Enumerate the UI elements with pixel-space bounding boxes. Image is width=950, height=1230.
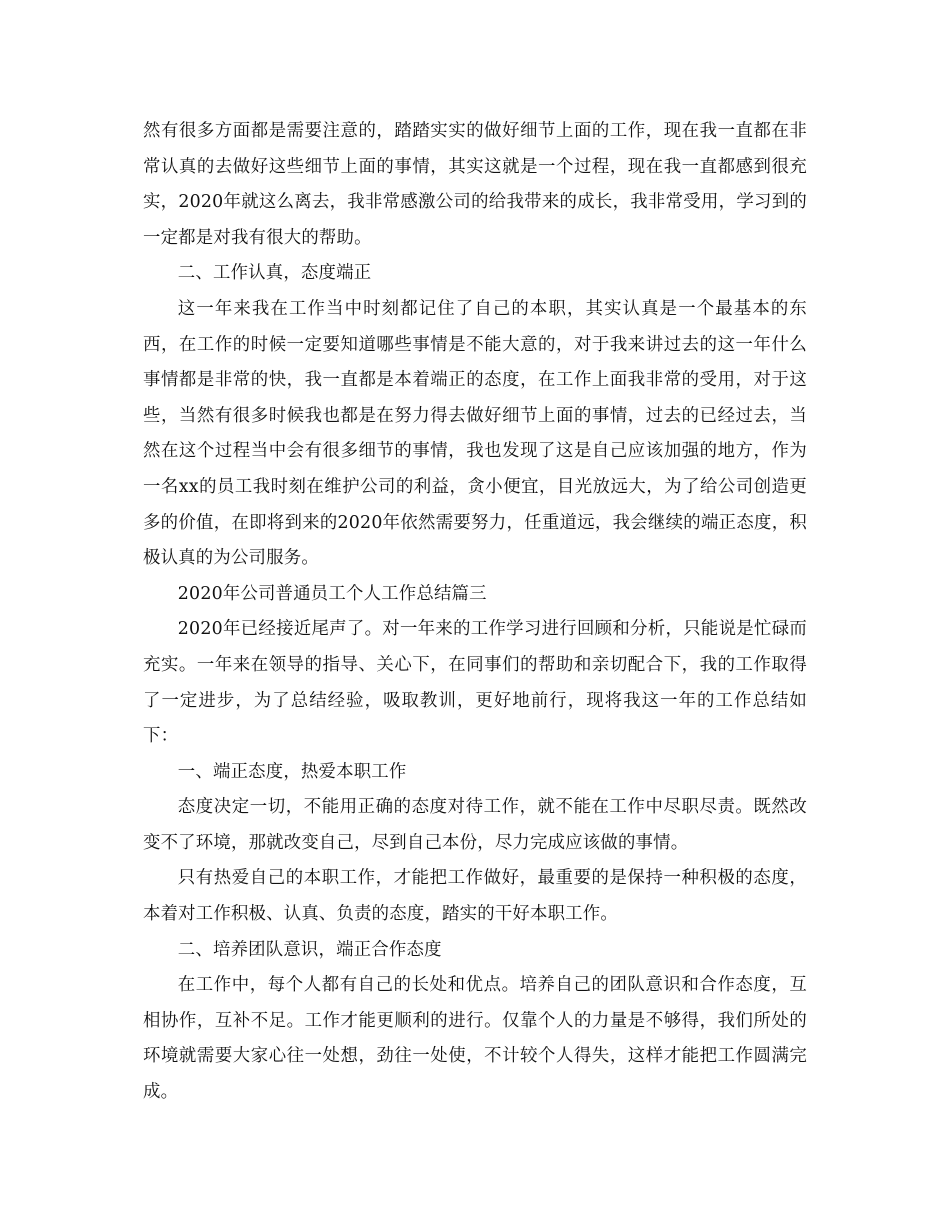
paragraph-work-seriously: 这一年来我在工作当中时刻都记住了自己的本职，其实认真是一个最基本的东西，在工作的时候一定要知道哪些事情是不能大意的，对于我来讲过去的这一年什么事情都是非常的快，我一直都是本着端正的态度，在工作上面我非常的受用，对于这些，当然有很多时候我也都是在努力得去做好细节上面的事情，过去的已经过去，当然在这个过程当中会有很多细节的事情，我也发现了这是自己应该加强的地方，作为一名xx的员工我时刻在维护公司的利益，贪小便宜，目光放远大，为了给公司创造更多的价值，在即将到来的2020年依然需要努力，任重道远，我会继续的端正态度，积极认真的为公司服务。 (143, 298, 807, 569)
document-body (143, 114, 807, 1111)
article-title-part-three: 2020年公司普通员工个人工作总结篇三 (177, 583, 487, 604)
paragraph-teamwork: 在工作中，每个人都有自己的长处和优点。培养自己的团队意识和合作态度，互相协作，互补不足。工作才能更顺利的进行。仅靠个人的力量是不够得，我们所处的环境就需要大家心往一处想，劲往一处使，不计较个人得失，这样才能把工作圆满完成。 (143, 975, 807, 1103)
paragraph-attitude: 态度决定一切，不能用正确的态度对待工作，就不能在工作中尽职尽责。既然改变不了环境，那就改变自己，尽到自己本份，尽力完成应该做的事情。 (143, 797, 807, 853)
section-heading-attitude: 一、端正态度，热爱本职工作 (177, 761, 407, 782)
paragraph-continuation: 然有很多方面都是需要注意的，踏踏实实的做好细节上面的工作，现在我一直都在非常认真的去做好这些细节上面的事情，其实这就是一个过程，现在我一直都感到很充实，2020年就这么离去，我非常感激公司的给我带来的成长，我非常受用，学习到的一定都是对我有很大的帮助。 (143, 121, 807, 248)
section-heading-work-seriously: 二、工作认真，态度端正 (177, 263, 372, 284)
paragraph-love-work: 只有热爱自己的本职工作，才能把工作做好，最重要的是保持一种积极的态度，本着对工作积极、认真、负责的态度，踏实的干好本职工作。 (143, 868, 807, 925)
paragraph-intro: 2020年已经接近尾声了。对一年来的工作学习进行回顾和分析，只能说是忙碌而充实。一年来在领导的指导、关心下，在同事们的帮助和亲切配合下，我的工作取得了一定进步，为了总结经验，吸取教训，更好地前行，现将我这一年的工作总结如下： (143, 619, 807, 747)
section-heading-teamwork: 二、培养团队意识，端正合作态度 (177, 939, 442, 960)
